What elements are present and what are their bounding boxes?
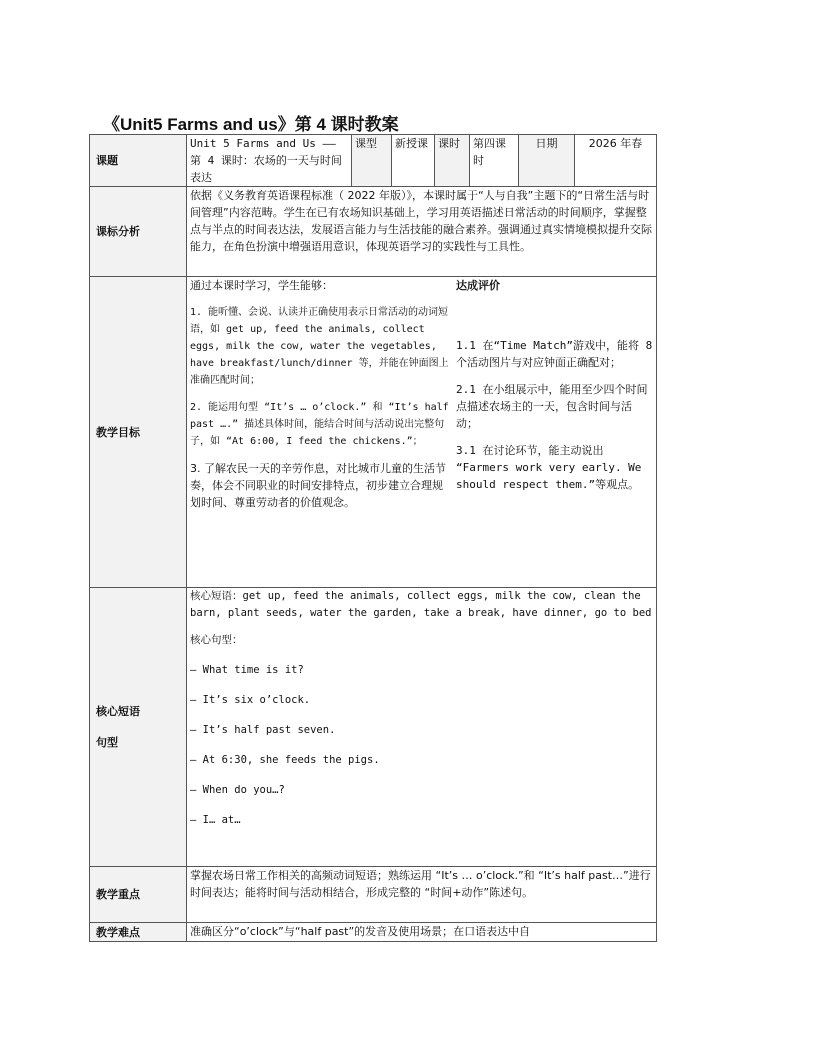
evaluation-item-1: 1.1 在“Time Match”游戏中，能将 8 个活动图片与对应钟面正确配对； — [456, 339, 653, 369]
core-sentence-5: — When do you…? — [190, 784, 285, 796]
curriculum-text: 依据《义务教育英语课程标准（ 2022 年版）》，本课时属于“人与自我”主题下的“日常生活与时间管理”内容范畴。学生在已有农场知识基础上，学习用英语描述日常活动的时间顺序，掌握整点与半点的时间表达法，发展语言能力与生活技能的融合素养。强调通过真实情境模拟提升交际能力，在角色扮演中增强语用意识，体现英语学习的实践性与工具性。 — [187, 187, 657, 277]
core-sentence-1: — What time is it? — [190, 664, 304, 676]
core-sentence-2: — It’s six o’clock. — [190, 694, 311, 706]
objectives-list — [187, 277, 453, 587]
objectives-row — [90, 277, 657, 588]
core-sentence-4: — At 6:30, she feeds the pigs. — [190, 754, 380, 766]
core-sentences-label: 核心句型： — [190, 634, 243, 646]
date-value: 2026 年春 — [575, 135, 657, 187]
curriculum-label: 课标分析 — [90, 187, 187, 277]
period-value: 第四课时 — [470, 135, 519, 187]
difficulties-label: 教学难点 — [90, 923, 187, 942]
topic-label: 课题 — [90, 135, 187, 187]
core-content — [187, 588, 657, 867]
curriculum-row — [90, 187, 657, 277]
type-label: 课型 — [352, 135, 392, 187]
objective-item-3: 3. 了解农民一天的辛劳作息，对比城市儿童的生活节奏，体会不同职业的时间安排特点，初步建立合理规划时间、尊重劳动者的价值观念。 — [190, 462, 446, 509]
key-points-row — [90, 867, 657, 923]
core-row — [90, 588, 657, 867]
core-phrases: 核心短语：get up, feed the animals, collect eggs, milk the cow, clean the barn, plant seeds, water the garden, take a break, have dinner, go to bed — [190, 590, 652, 619]
period-label: 课时 — [435, 135, 470, 187]
core-sentence-6: — I… at… — [190, 814, 241, 826]
objectives-split — [187, 277, 656, 587]
date-label: 日期 — [519, 135, 575, 187]
core-sentence-3: — It’s half past seven. — [190, 724, 336, 736]
key-points-text: 掌握农场日常工作相关的高频动词短语；熟练运用 “It’s … o’clock.”和 “It’s half past…”进行时间表达；能将时间与活动相结合，形成完整的 “时间+动作”陈述句。 — [187, 867, 657, 923]
objectives-label: 教学目标 — [90, 277, 187, 588]
evaluation-list — [453, 297, 656, 587]
objective-item-1: 1. 能听懂、会说、认读并正确使用表示日常活动的动词短语，如 get up, feed the animals, collect eggs, milk the cow, water the vegetables, have breakfast/lunch/dinner 等，并能在钟面图上准确匹配时间； — [190, 307, 449, 386]
document-title: 《Unit5 Farms and us》第 4 课时教案 — [103, 115, 399, 134]
core-label-line1: 核心短语 — [96, 705, 140, 718]
lesson-plan-table — [89, 134, 657, 942]
difficulties-text: 准确区分“o’clock”与“half past”的发音及使用场景；在口语表达中自 — [187, 923, 657, 942]
difficulties-row — [90, 923, 657, 942]
topic-value: Unit 5 Farms and Us —— 第 4 课时：农场的一天与时间表达 — [187, 135, 352, 187]
key-points-label: 教学重点 — [90, 867, 187, 923]
evaluation-header: 达成评价 — [456, 279, 500, 292]
header-row — [90, 135, 657, 187]
objectives-intro: 通过本课时学习，学生能够： — [190, 279, 333, 292]
core-label — [90, 588, 187, 867]
objective-item-2: 2. 能运用句型 “It’s … o’clock.” 和 “It’s half past ….” 描述具体时间，能结合时间与活动说出完整句子，如 “At 6:00, I feed the chickens.”； — [190, 402, 449, 447]
evaluation-item-2: 2.1 在小组展示中，能用至少四个时间点描述农场主的一天，包含时间与活动； — [456, 383, 648, 430]
evaluation-item-3: 3.1 在讨论环节，能主动说出 “Farmers work very early. We should respect them.”等观点。 — [456, 444, 642, 491]
type-value: 新授课 — [392, 135, 435, 187]
core-label-line2: 句型 — [96, 736, 118, 749]
